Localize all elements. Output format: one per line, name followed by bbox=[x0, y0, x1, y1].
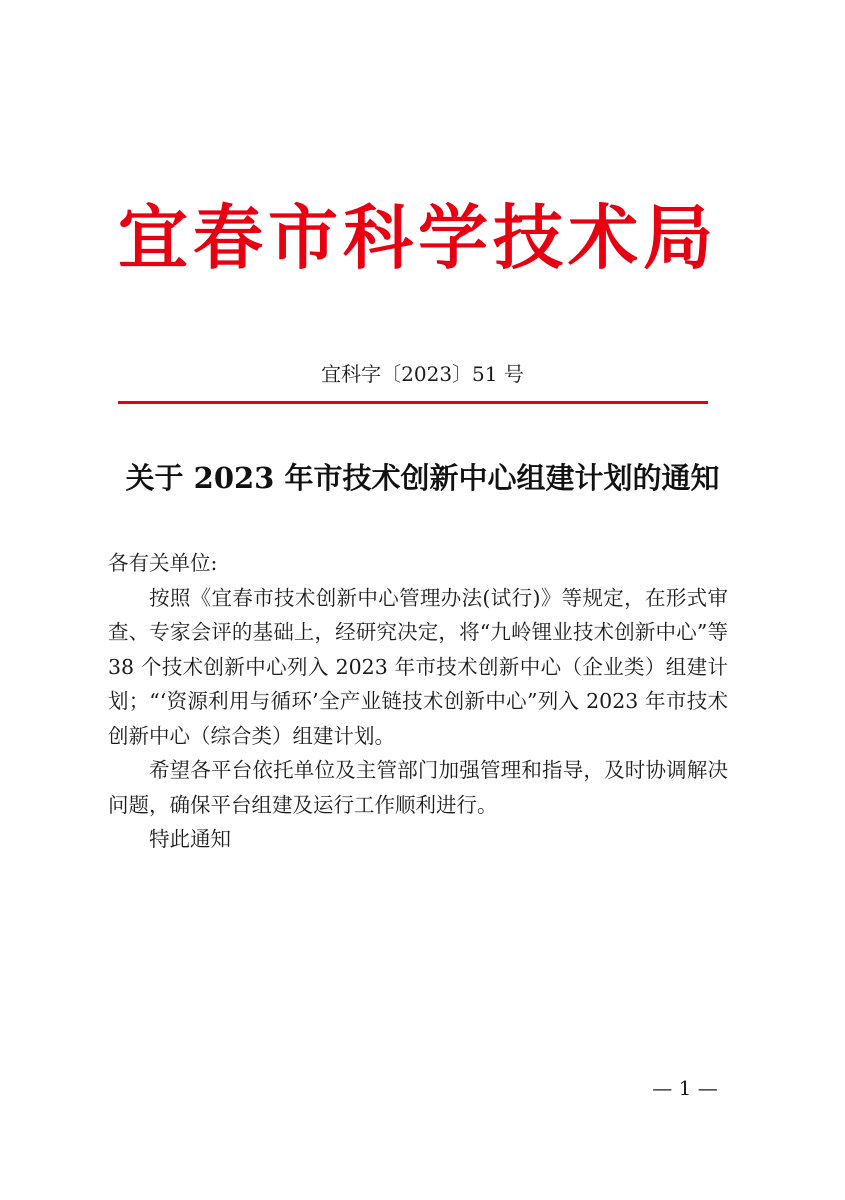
document-title: 关于 2023 年市技术创新中心组建计划的通知 bbox=[125, 461, 720, 495]
masthead-org-name: 宜春市科学技术局 bbox=[118, 196, 718, 279]
closing-line: 特此通知 bbox=[149, 827, 231, 851]
document-number: 宜科字〔2023〕51 号 bbox=[321, 362, 524, 386]
page-number: — 1 — bbox=[652, 1076, 718, 1100]
red-divider-line bbox=[118, 401, 708, 404]
body-paragraph-2: 希望各平台依托单位及主管部门加强管理和指导，及时协调解决问题，确保平台组建及运行工作顺利进行。 bbox=[108, 758, 728, 817]
document-body bbox=[108, 546, 728, 857]
body-paragraph-1: 按照《宜春市技术创新中心管理办法(试行)》等规定，在形式审查、专家会评的基础上，经研究决定，将“九岭锂业技术创新中心”等 38 个技术创新中心列入 2023 年市技术创新中心（企业类）组建计划；“‘资源利用与循环’全产业链技术创新中心”列入 2023 年市技术创新中心（综合类）组建计划。 bbox=[108, 585, 728, 748]
salutation: 各有关单位: bbox=[108, 551, 218, 575]
